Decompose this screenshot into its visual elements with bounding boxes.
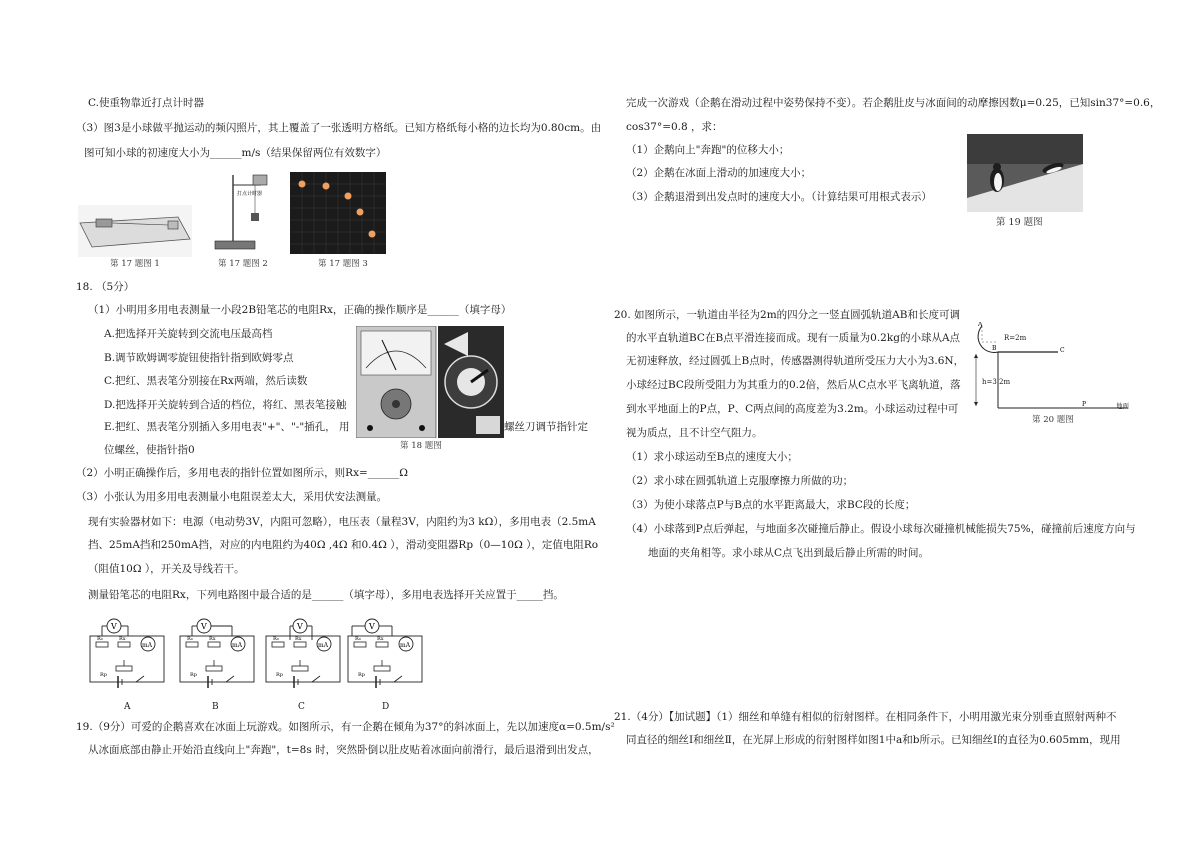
q19-text-2: 从冰面底部由静止开始沿直线向上"奔跑"，t=8s 时，突然卧倒以肚皮贴着冰面向前滑行，最后退滑到出发点， <box>88 744 599 756</box>
svg-text:mA: mA <box>232 642 243 649</box>
q18-part2: （2）小明正确操作后，多用电表的指针位置如图所示，则Rx=______Ω <box>76 467 409 479</box>
svg-text:R₀: R₀ <box>355 636 361 642</box>
fig20-height-label: h=3.2m <box>982 378 1011 386</box>
figure-18-multimeter <box>356 326 504 438</box>
q18-option-d: D.把选择开关旋转到合适的档位，将红、黑表笔接触 <box>104 399 347 411</box>
svg-text:Rx: Rx <box>209 636 216 642</box>
q19-sub-1: （1）企鹅向上"奔跑"的位移大小； <box>626 144 790 156</box>
q18-option-b: B.调节欧姆调零旋钮使指针指到欧姆零点 <box>104 352 294 364</box>
q18-equipment-3: （阻值10Ω ），开关及导线若干。 <box>88 563 245 575</box>
q20-sub-1: （1）求小球运动至B点的速度大小； <box>626 451 798 463</box>
svg-text:mA: mA <box>142 642 153 649</box>
fig20-ground-label: 地面 <box>1116 402 1129 410</box>
svg-text:R₀: R₀ <box>97 636 103 642</box>
svg-text:V: V <box>111 622 117 631</box>
q20-text-2: 的水平直轨道BC在B点平滑连接而成。现有一质量为0.2kg的小球从A点 <box>626 332 961 344</box>
svg-text:Rp: Rp <box>100 672 107 678</box>
figure-20-track <box>968 322 1132 414</box>
svg-text:Rp: Rp <box>276 672 283 678</box>
q17-part3-text: （3）图3是小球做平抛运动的频闪照片，其上覆盖了一张透明方格纸。已知方格纸每小格的边长均为0.80cm。由 <box>76 122 602 134</box>
fig20-radius-label: R=2m <box>1004 334 1027 342</box>
svg-text:Rp: Rp <box>358 672 365 678</box>
caption-17-3: 第 17 题图 3 <box>318 259 368 269</box>
q18-equipment-2: 挡、25mA挡和250mA挡，对应的内电阻约为40Ω ,4Ω 和0.4Ω ），滑动变阻器Rp（0—10Ω ），定值电阻Ro <box>88 539 599 551</box>
option-c-text: C.使重物靠近打点计时器 <box>88 97 204 109</box>
svg-text:R₀: R₀ <box>273 636 279 642</box>
caption-18: 第 18 题图 <box>400 441 442 451</box>
q18-part3: （3）小张认为用多用电表测量小电阻误差太大，采用伏安法测量。 <box>76 491 388 503</box>
caption-20: 第 20 题图 <box>1032 415 1074 425</box>
q19-text-4: cos37°=0.8 ，求： <box>626 121 723 133</box>
q18-equipment-1: 现有实验器材如下：电源（电动势3V，内阻可忽略），电压表（量程3V，内阻约为3 kΩ），多用电表（2.5mA <box>88 516 596 528</box>
q20-sub-4: （4）小球落到P点后弹起，与地面多次碰撞后静止。假设小球每次碰撞机械能损失75%，碰撞前后速度方向与 <box>626 523 1136 535</box>
q20-text-3: 无初速释放，经过圆弧上B点时，传感器测得轨道所受压力大小为3.6N， <box>626 355 965 367</box>
svg-text:P: P <box>1082 401 1087 408</box>
q21-text-1: 21.（4分）【加试题】（1）细丝和单缝有相似的衍射图样。在相同条件下，小明用激光束分别垂直照射两种不 <box>614 711 1117 723</box>
figure-17-1 <box>78 205 192 257</box>
q21-text-2: 同直径的细丝Ⅰ和细丝Ⅱ，在光屏上形成的衍射图样如图1中a和b所示。已知细丝Ⅰ的直径为0.605mm，现用 <box>626 734 1121 746</box>
svg-text:Rx: Rx <box>295 636 302 642</box>
q19-text-3: 完成一次游戏（企鹅在滑动过程中姿势保持不变）。若企鹅肚皮与冰面间的动摩擦因数μ=0.25，已知sin37°=0.6， <box>626 97 1161 109</box>
svg-text:mA: mA <box>400 642 411 649</box>
q18-option-a: A.把选择开关旋转到交流电压最高档 <box>104 328 273 340</box>
q20-text-5: 到水平地面上的P点，P、C两点间的高度差为3.2m。小球运动过程中可 <box>626 403 959 415</box>
svg-text:V: V <box>297 622 303 631</box>
circuit-label-a: A <box>124 702 131 712</box>
q17-part3-blank: 图可知小球的初速度大小为______m/s（结果保留两位有效数字） <box>84 147 387 159</box>
figure-17-3 <box>290 172 386 254</box>
circuit-diagram-b <box>174 614 260 698</box>
caption-17-1: 第 17 题图 1 <box>110 259 160 269</box>
svg-text:V: V <box>201 622 207 631</box>
svg-text:mA: mA <box>318 642 329 649</box>
q20-text-4: 小球经过BC段所受阻力为其重力的0.2倍，然后从C点水平飞离轨道，落 <box>626 379 961 391</box>
svg-text:V: V <box>369 622 375 631</box>
q18-question: 测量铅笔芯的电阻Rx，下列电路图中最合适的是______（填字母），多用电表选择开关应置于_____挡。 <box>88 589 564 601</box>
q20-sub-2: （2）求小球在圆弧轨道上克服摩擦力所做的功； <box>626 475 854 487</box>
circuit-diagram-d <box>342 614 428 698</box>
figure-19-penguin <box>967 134 1083 212</box>
q18-part1: （1）小明用多用电表测量一小段2B铅笔芯的电阻Rx，正确的操作顺序是______（填字母） <box>88 304 512 316</box>
circuit-label-d: D <box>382 702 390 712</box>
svg-text:A: A <box>978 322 983 328</box>
caption-17-2: 第 17 题图 2 <box>218 259 268 269</box>
q20-text-1: 20. 如图所示，一轨道由半径为2m的四分之一竖直圆弧轨道AB和长度可调 <box>614 309 960 321</box>
q18-option-e: E.把红、黑表笔分别插入多用电表"+"、"-"插孔， 用 <box>104 421 350 433</box>
q19-sub-2: （2）企鹅在冰面上滑动的加速度大小； <box>626 167 812 179</box>
circuit-label-c: C <box>298 702 305 712</box>
svg-text:打点计时器: 打点计时器 <box>237 191 263 197</box>
q20-text-6: 视为质点，且不计空气阻力。 <box>626 427 763 439</box>
q18-option-e-tail: 螺丝刀调节指针定 <box>504 421 588 433</box>
q18-option-c: C.把红、黑表笔分别接在Rx两端，然后读数 <box>104 375 308 387</box>
circuit-diagram-c <box>260 614 346 698</box>
q19-text-1: 19.（9分）可爱的企鹅喜欢在冰面上玩游戏。如图所示，有一企鹅在倾角为37°的斜冰面上，先以加速度α=0.5m/s² <box>76 721 615 733</box>
svg-text:Rx: Rx <box>377 636 384 642</box>
q20-sub-3: （3）为使小球落点P与B点的水平距离最大，求BC段的长度； <box>626 499 916 511</box>
svg-text:B: B <box>992 345 997 352</box>
caption-19: 第 19 题图 <box>996 217 1043 228</box>
q18-option-e-cont: 位螺丝，使指针指0 <box>104 444 195 456</box>
circuit-label-b: B <box>212 702 219 712</box>
svg-text:R₀: R₀ <box>187 636 193 642</box>
figure-17-2 <box>213 171 269 253</box>
circuit-diagram-a <box>84 614 170 698</box>
svg-text:C: C <box>1060 347 1065 354</box>
q19-sub-3: （3）企鹅退滑到出发点时的速度大小。（计算结果可用根式表示） <box>626 191 932 203</box>
svg-text:Rx: Rx <box>119 636 126 642</box>
q18-header: 18. （5分） <box>76 281 135 293</box>
svg-text:Rp: Rp <box>190 672 197 678</box>
q20-sub-4-cont: 地面的夹角相等。求小球从C点飞出到最后静止所需的时间。 <box>648 547 930 559</box>
